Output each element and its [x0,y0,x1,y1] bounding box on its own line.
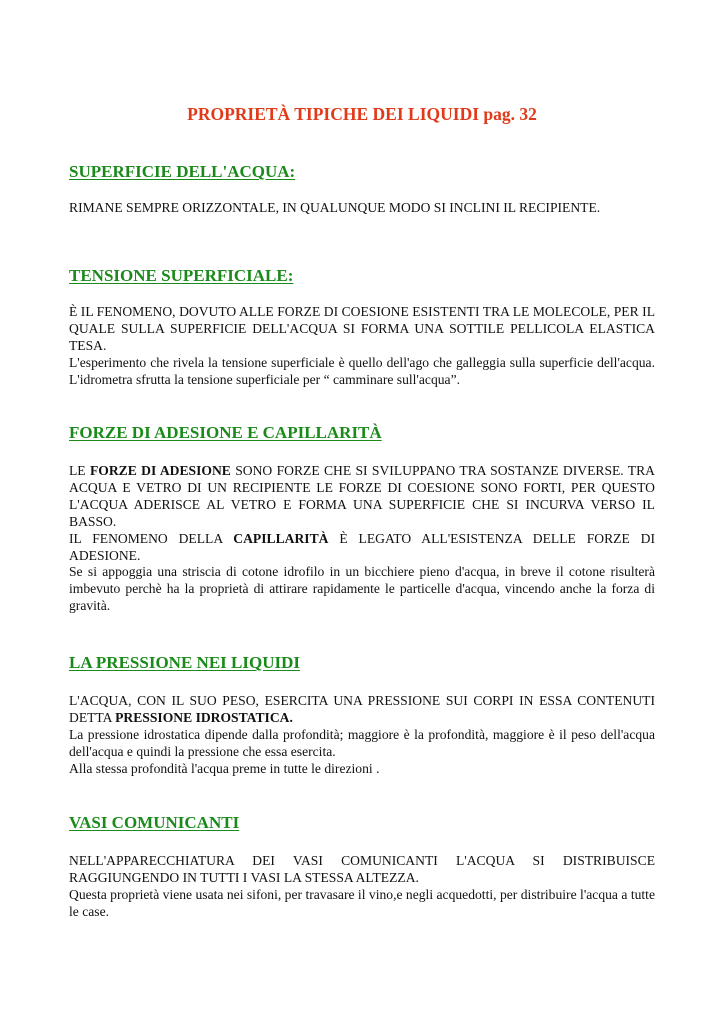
paragraph [69,463,655,531]
paragraph: L'esperimento che rivela la tensione superficiale è quello dell'ago che galleggia sulla superficie dell'acqua. L'idrometra sfrutta la tensione superficiale per “ camminare sull'acqua”. [69,354,655,387]
text-run: È LEGATO ALL'ESISTENZA DELLE FORZE DI ADESIONE. [69,530,655,563]
document-title: PROPRIETÀ TIPICHE DEI LIQUIDI pag. 32 [187,104,537,124]
section-heading: FORZE DI ADESIONE E CAPILLARITÀ [69,423,382,442]
section-vasi [69,812,655,921]
section-heading: VASI COMUNICANTI [69,813,240,832]
section-tensione [69,265,655,389]
section-adesione [69,422,655,615]
paragraph [69,693,655,727]
paragraph [69,531,655,565]
paragraph: Alla stessa profondità l'acqua preme in tutte le direzioni . [69,760,380,776]
text-run: SONO FORZE CHE SI SVILUPPANO TRA SOSTANZE DIVERSE. TRA ACQUA E VETRO DI UN RECIPIENTE LE FORZE DI COESIONE SONO FORTI, PER QUESTO L'ACQUA ADERISCE AL VETRO E FORMA UNA SUPERFICIE CHE SI INCURVA VERSO IL BASSO. [69,463,655,529]
section-superficie [69,161,655,217]
paragraph: Questa proprietà viene usata nei sifoni, per travasare il vino,e negli acquedotti, per distribuire l'acqua a tutte le case. [69,886,655,919]
bold-term: FORZE DI ADESIONE [89,463,231,478]
paragraph: NELL'APPARECCHIATURA DEI VASI COMUNICANTI L'ACQUA SI DISTRIBUISCE RAGGIUNGENDO IN TUTTI I VASI LA STESSA ALTEZZA. [69,853,655,885]
paragraph: Se si appoggia una striscia di cotone idrofilo in un bicchiere pieno d'acqua, in breve il cotone risulterà imbevuto perchè ha la proprietà di attirare rapidamente le particelle d'acqua, vincendo anche la forza di gravità. [69,564,655,614]
paragraph: RIMANE SEMPRE ORIZZONTALE, IN QUALUNQUE MODO SI INCLINI IL RECIPIENTE. [69,200,601,215]
text-run: L'ACQUA, CON IL SUO PESO, ESERCITA UNA PRESSIONE SUI CORPI IN ESSA CONTENUTI DETTA [69,693,655,725]
paragraph: È IL FENOMENO, DOVUTO ALLE FORZE DI COESIONE ESISTENTI TRA LE MOLECOLE, PER IL QUALE SULLA SUPERFICIE DELL'ACQUA SI FORMA UNA SOTTILE PELLICOLA ELASTICA TESA. [69,304,655,353]
section-pressione [69,652,655,778]
paragraph: La pressione idrostatica dipende dalla profondità; maggiore è la profondità, maggiore è il peso dell'acqua dell'acqua e quindi la pressione che essa esercita. [69,726,655,759]
bold-term: PRESSIONE IDROSTATICA. [115,709,293,725]
section-heading: SUPERFICIE DELL'ACQUA: [69,162,296,181]
section-heading: LA PRESSIONE NEI LIQUIDI [69,653,300,672]
text-run: LE [69,463,90,478]
text-run: IL FENOMENO DELLA [69,530,234,546]
section-heading: TENSIONE SUPERFICIALE: [69,266,294,285]
bold-term: CAPILLARITÀ [233,530,329,546]
